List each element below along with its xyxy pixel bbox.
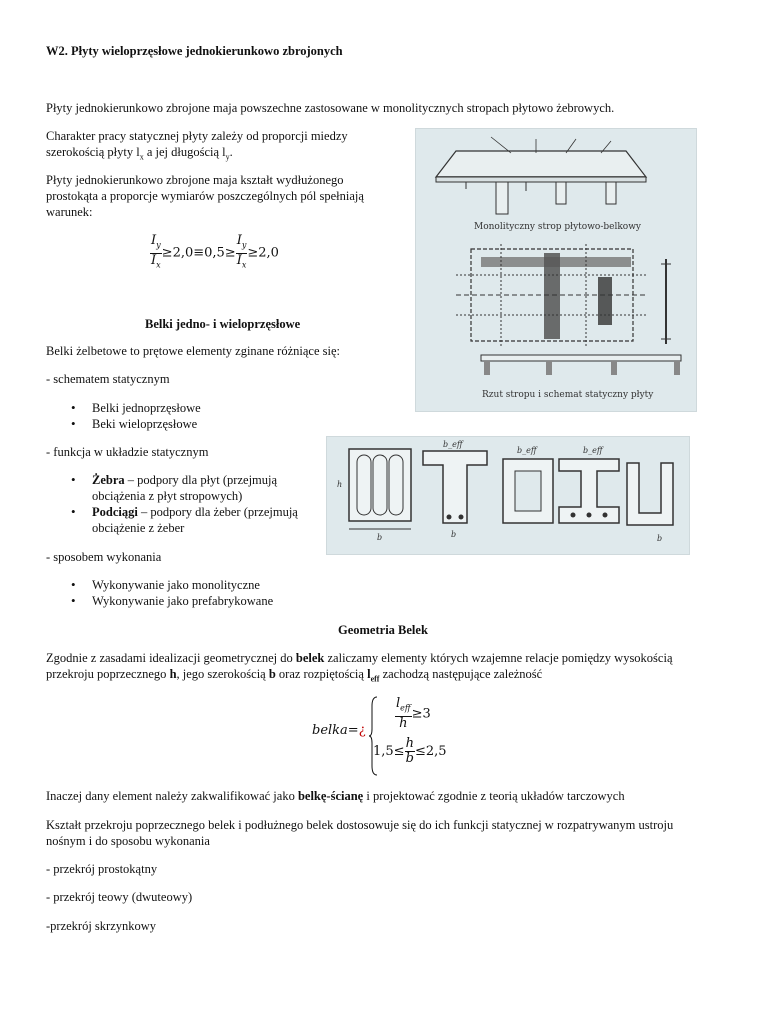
text-line: Charakter pracy statycznej płyty zależy od proporcji miedzy: [46, 129, 348, 143]
dimension-label: b_eff: [443, 440, 463, 449]
static-scheme-label: - schematem statycznym: [46, 372, 170, 386]
intro-paragraph: Płyty jednokierunkowo zbrojone maja powszechne zastosowane w monolitycznych stropach płytowo żebrowych.: [46, 101, 615, 115]
text-line: nośnym i do sposobu wykonania: [46, 834, 210, 848]
text-line: przekroju poprzecznego h, jego szerokością b oraz rozpiętością $l_{eff}$ zachodzą następujące zależność: [46, 667, 543, 684]
function-list: [46, 472, 326, 536]
dimension-label: h: [337, 480, 343, 489]
beam-definition-formula: belka=¿ $\frac{l_{eff}}{h}$ ≥3 1,5≤ $\frac{h}{b}$ ≤2,5: [312, 696, 472, 776]
condition-span-ratio: $\frac{l_{eff}}{h}$ ≥3: [396, 696, 431, 731]
section-type-tee: - przekrój teowy (dwuteowy): [46, 890, 193, 904]
text-line: Płyty jednokierunkowo zbrojone maja kształt wydłużonego: [46, 173, 344, 187]
text-line: warunek:: [46, 205, 93, 219]
text-line: prostokąta a proporcje wymiarów poszczególnych pól spełniają: [46, 189, 364, 203]
method-list: [46, 577, 273, 609]
list-item: • Żebra – podpory dla płyt (przejmują obciążenia z płyt stropowych): [46, 472, 326, 504]
cross-section-paragraph: [46, 817, 746, 849]
ratio-fraction: $\frac{I_y}{I_x}$: [151, 233, 161, 270]
list-item: • Belki jednoprzęsłowe: [46, 400, 201, 416]
figure-caption-top: Monolityczny strop płytowo-belkowy: [474, 222, 641, 232]
method-label: - sposobem wykonania: [46, 550, 162, 564]
figure-caption-bottom: Rzut stropu i schemat statyczny płyty: [482, 390, 654, 400]
ratio-fraction: $\frac{I_y}{I_x}$: [236, 233, 247, 270]
page-title: W2. Płyty wieloprzęsłowe jednokierunkowo zbrojonych: [46, 44, 343, 58]
function-label: - funkcja w układzie statycznym: [46, 445, 209, 459]
static-scheme-list: [46, 400, 201, 432]
wall-beam-paragraph: Inaczej dany element należy zakwalifikować jako belkę-ścianę i projektować zgodnie z teorią układów tarczowych: [46, 789, 625, 803]
proportion-paragraph: [46, 128, 386, 166]
list-item: • Wykonywanie jako monolityczne: [46, 577, 273, 593]
dimension-label: b_eff: [583, 446, 603, 455]
sections-drawing: [327, 437, 689, 554]
beam-sections-figure: [326, 436, 690, 555]
dimension-label: b: [657, 534, 663, 543]
list-item: • Beki wieloprzęsłowe: [46, 416, 201, 432]
section-type-rect: - przekrój prostokątny: [46, 862, 158, 876]
geometry-paragraph: [46, 650, 736, 688]
text-line: szerokością płyty $l_x$ a jej długością $l_y$.: [46, 145, 233, 162]
dimension-label: b: [451, 530, 457, 539]
slab-drawing: [416, 129, 696, 411]
slab-system-figure: [415, 128, 697, 412]
list-item: • Podciągi – podpory dla żeber (przejmują obciążenie z żeber: [46, 504, 326, 536]
text-line: Zgodnie z zasadami idealizacji geometrycznej do belek zaliczamy elementy których wzajemne relacje pomiędzy wysokością: [46, 651, 673, 665]
list-item: • Wykonywanie jako prefabrykowane: [46, 593, 273, 609]
beams-intro: Belki żelbetowe to prętowe elementy zginane różniące się:: [46, 344, 340, 358]
section-heading-beams: Belki jedno- i wieloprzęsłowe: [145, 317, 301, 331]
section-heading-geometry: Geometria Belek: [338, 623, 428, 637]
text-line: Kształt przekroju poprzecznego belek i podłużnego belek dostosowuje się do ich funkcji statycznej w rozpatrywanym ustroju: [46, 818, 674, 832]
dimension-label: b: [377, 533, 383, 542]
section-type-box: -przekrój skrzynkowy: [46, 919, 157, 933]
condition-depth-ratio: 1,5≤ $\frac{h}{b}$ ≤2,5: [373, 736, 447, 766]
dimension-label: b_eff: [517, 446, 537, 455]
slab-ratio-formula: $\frac{I_y}{I_x}$ ≥2,0≡0,5≥ $\frac{I_y}{I_x}$ ≥2,0: [150, 234, 279, 272]
shape-condition-paragraph: [46, 172, 386, 220]
